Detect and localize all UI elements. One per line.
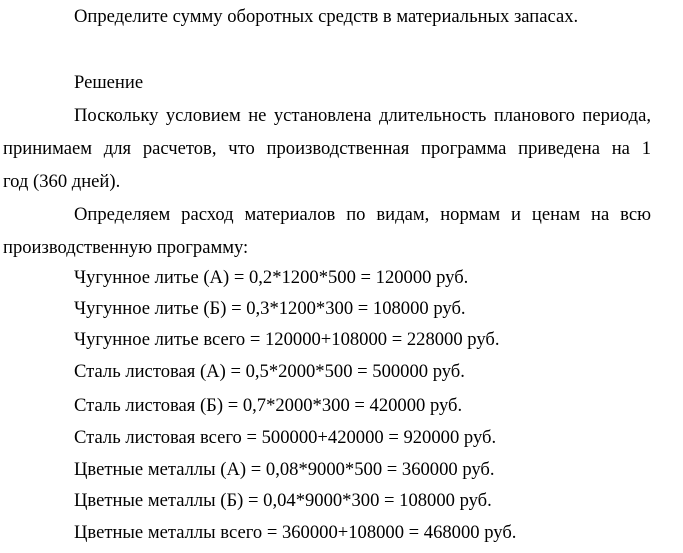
paragraph1-line1: Поскольку условием не установлена длительность планового периода, bbox=[74, 105, 651, 126]
paragraph1-line3: год (360 дней). bbox=[3, 171, 121, 192]
solution-heading: Решение bbox=[74, 72, 144, 93]
calc-line: Цветные металлы всего = 360000+108000 = 468000 руб. bbox=[74, 522, 517, 543]
paragraph2-line2: производственную программу: bbox=[3, 237, 249, 258]
calc-line: Сталь листовая (Б) = 0,7*2000*300 = 420000 руб. bbox=[74, 395, 463, 416]
calc-line: Чугунное литье (Б) = 0,3*1200*300 = 108000 руб. bbox=[74, 298, 466, 319]
paragraph1-line2: принимаем для расчетов, что производственная программа приведена на 1 bbox=[3, 138, 651, 159]
calc-line: Сталь листовая (А) = 0,5*2000*500 = 500000 руб. bbox=[74, 361, 465, 382]
paragraph2-line1: Определяем расход материалов по видам, нормам и ценам на всю bbox=[74, 204, 651, 225]
task-text: Определите сумму оборотных средств в материальных запасах. bbox=[74, 6, 579, 27]
calc-line: Чугунное литье (А) = 0,2*1200*500 = 120000 руб. bbox=[74, 267, 469, 288]
calc-line: Цветные металлы (А) = 0,08*9000*500 = 360000 руб. bbox=[74, 459, 495, 480]
calc-line: Сталь листовая всего = 500000+420000 = 920000 руб. bbox=[74, 427, 497, 448]
calc-line: Чугунное литье всего = 120000+108000 = 228000 руб. bbox=[74, 329, 500, 350]
calc-line: Цветные металлы (Б) = 0,04*9000*300 = 108000 руб. bbox=[74, 490, 492, 511]
